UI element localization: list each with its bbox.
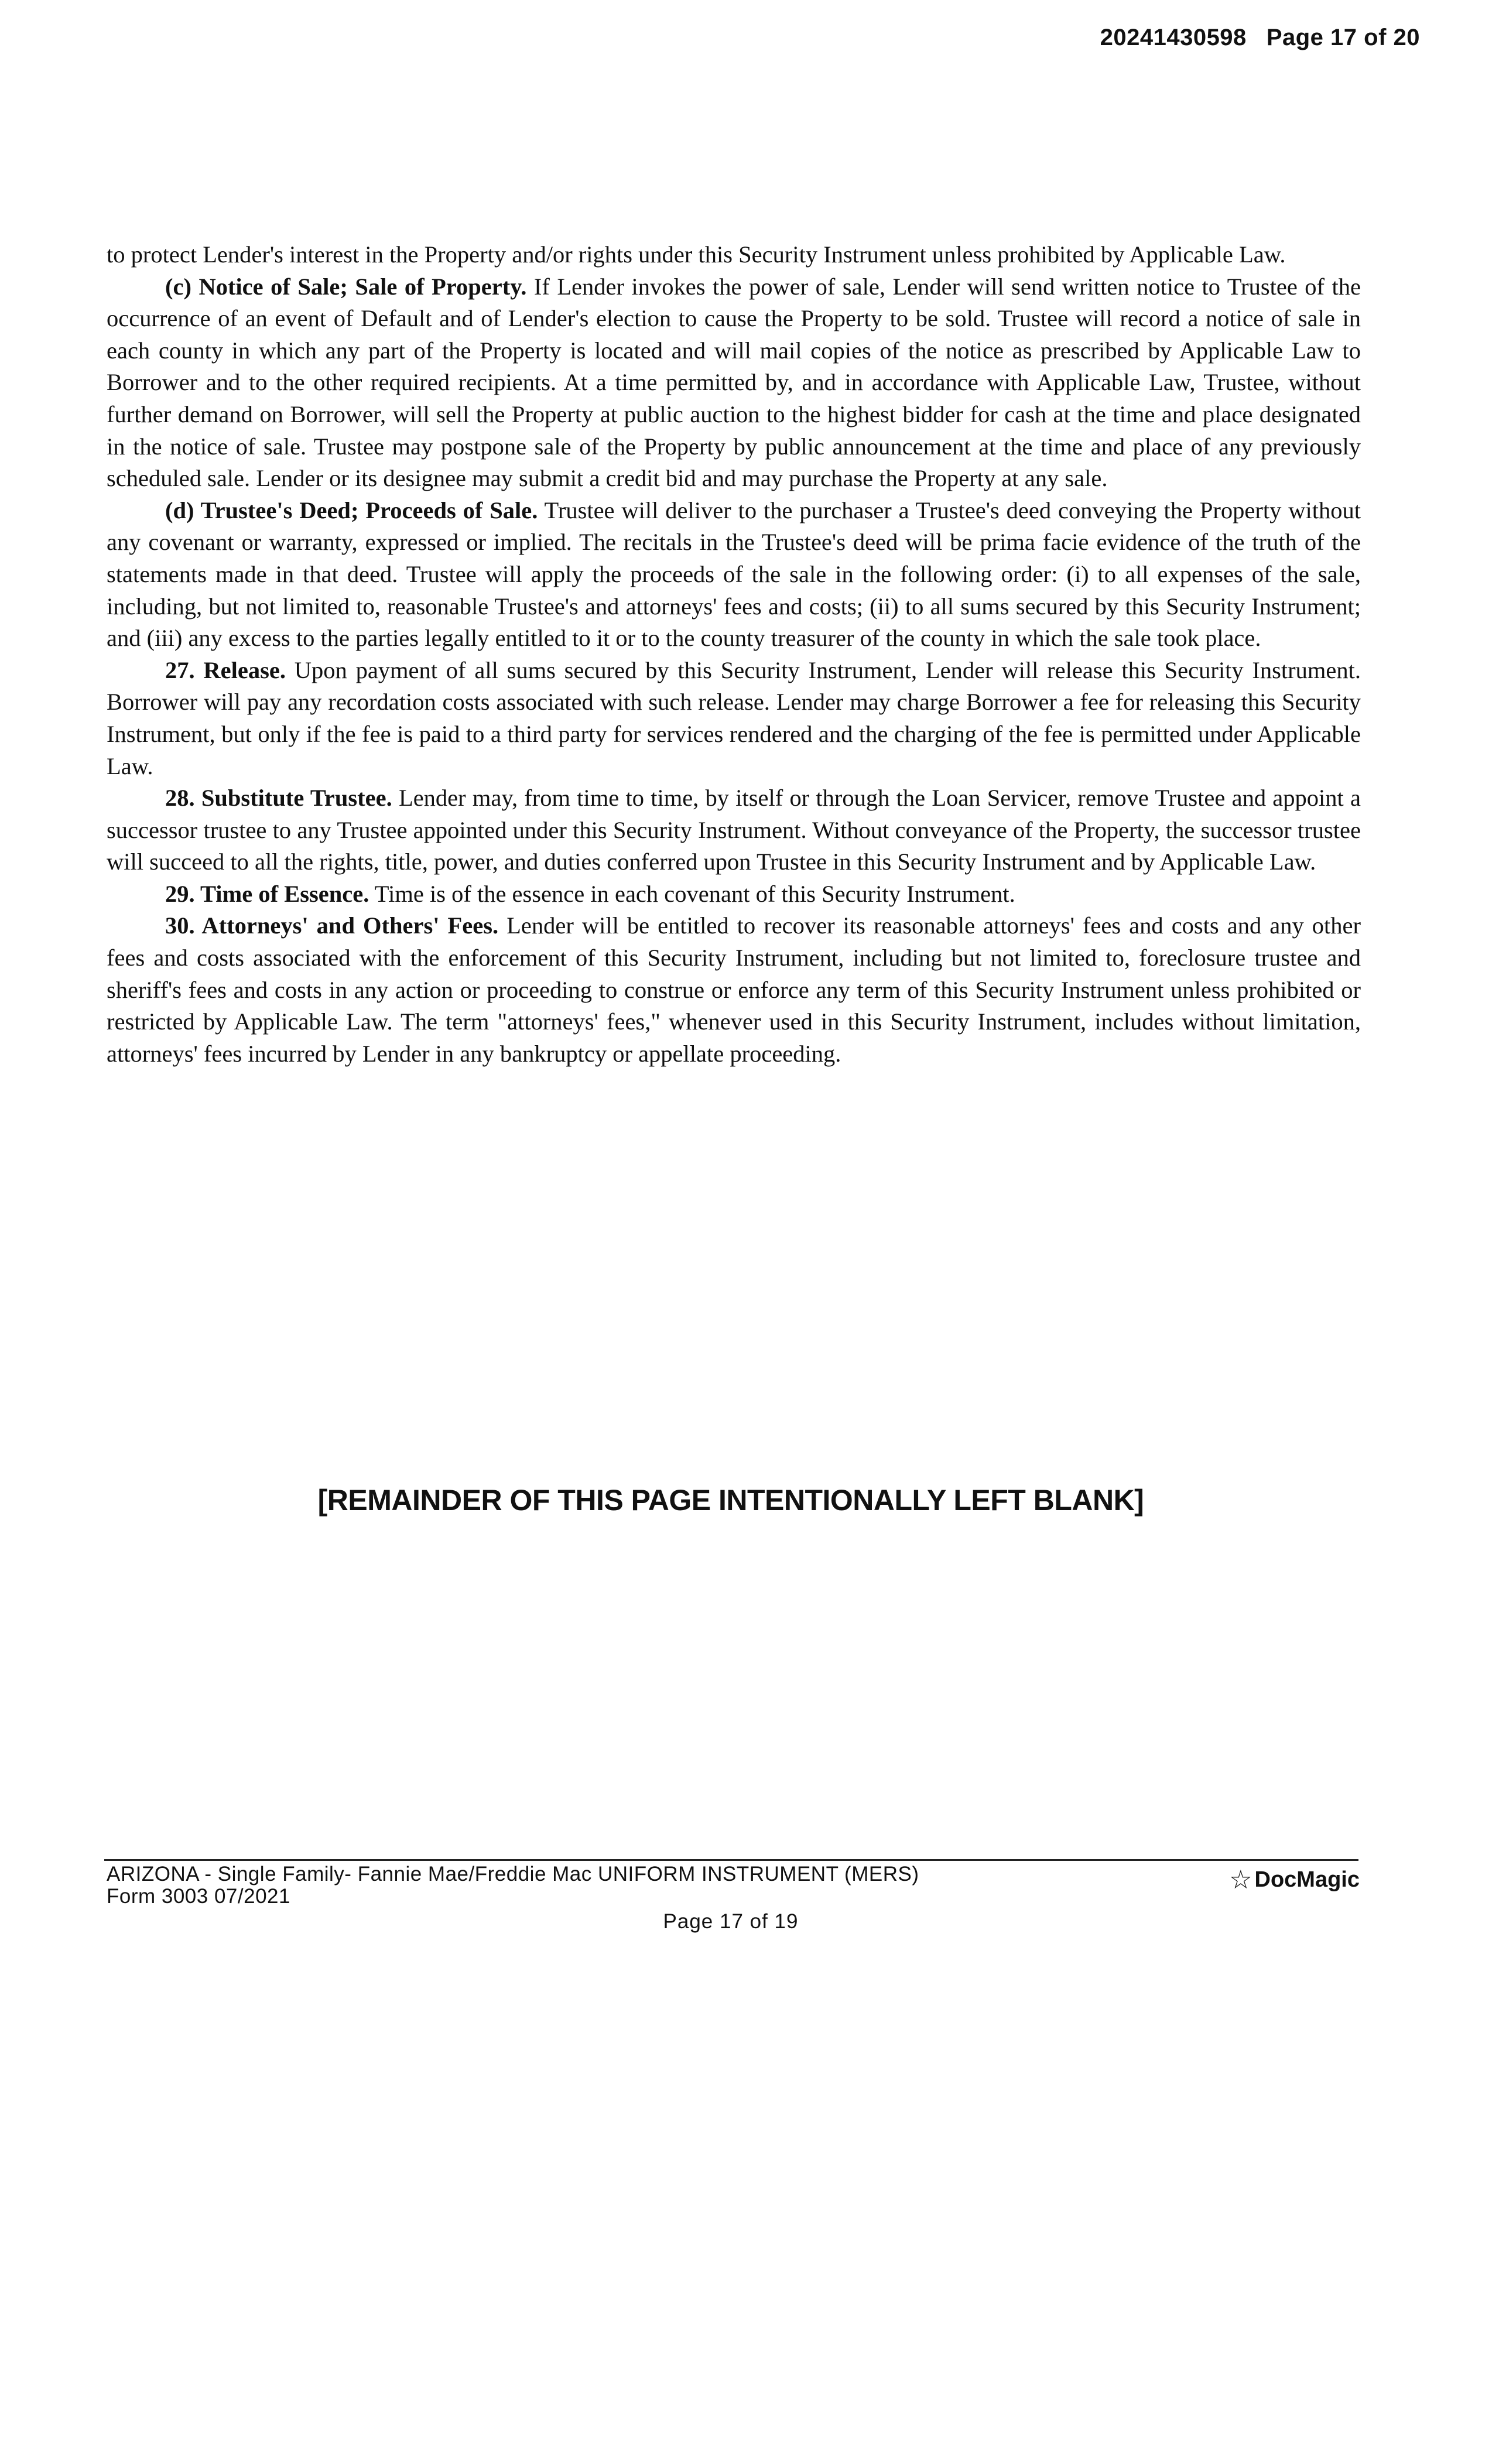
- paragraph-continuation: to protect Lender's interest in the Property and/or rights under this Security Instrument unless prohibited by Applicable Law.: [107, 241, 1286, 268]
- heading-attorneys-fees: 30. Attorneys' and Others' Fees.: [165, 912, 499, 939]
- text-release: Upon payment of all sums secured by this Security Instrument, Lender will release this Security Instrument. Borrower will pay any recordation costs associated with such release. Lender may charge Borrower a fee for releasing this Security Instrument, but only if the fee is paid to a third party for services rendered and the charging of the fee is permitted under Applicable Law.: [107, 656, 1361, 779]
- footer-form-title: ARIZONA - Single Family- Fannie Mae/Freddie Mac UNIFORM INSTRUMENT (MERS): [107, 1863, 919, 1885]
- recording-number: 20241430598: [1100, 25, 1247, 50]
- heading-release: 27. Release.: [165, 656, 286, 683]
- footer-divider: [104, 1859, 1358, 1861]
- brand-name: DocMagic: [1254, 1867, 1360, 1892]
- text-substitute-trustee: Lender may, from time to time, by itself or through the Loan Servicer, remove Trustee and appoint a successor trustee to any Trustee appointed under this Security Instrument. Without conveyance of the Property, the successor trustee will succeed to all the rights, title, power, and duties conferred upon Trustee in this Security Instrument and by Applicable Law.: [107, 785, 1361, 875]
- footer-form-number: Form 3003 07/2021: [107, 1885, 290, 1908]
- footer-page-number: Page 17 of 19: [663, 1910, 799, 1933]
- paragraph-attorneys-fees: [107, 910, 1361, 1070]
- paragraph-notice-of-sale: [107, 271, 1361, 495]
- heading-time-of-essence: 29. Time of Essence.: [165, 880, 369, 907]
- heading-trustees-deed: (d) Trustee's Deed; Proceeds of Sale.: [165, 497, 538, 523]
- paragraph-trustees-deed: [107, 495, 1361, 655]
- brand-logo: [1229, 1865, 1360, 1895]
- document-body: [107, 239, 1361, 1070]
- remainder-notice: [REMAINDER OF THIS PAGE INTENTIONALLY LEFT BLANK]: [317, 1484, 1144, 1517]
- heading-substitute-trustee: 28. Substitute Trustee.: [165, 785, 392, 812]
- star-outline-icon: ☆: [1229, 1866, 1252, 1894]
- text-trustees-deed: Trustee will deliver to the purchaser a Trustee's deed conveying the Property without any covenant or warranty, expressed or implied. The recitals in the Trustee's deed will be prima facie evidence of the truth of the statements made in that deed. Trustee will apply the proceeds of the sale in the following order: (i) to all expenses of the sale, including, but not limited to, reasonable Trustee's and attorneys' fees and costs; (ii) to all sums secured by this Security Instrument; and (iii) any excess to the parties legally entitled to it or to the county treasurer of the county in which the sale took place.: [107, 497, 1361, 652]
- recording-header: [1100, 25, 1420, 51]
- text-time-of-essence: Time is of the essence in each covenant of this Security Instrument.: [369, 880, 1015, 907]
- footer-form-info: [107, 1863, 919, 1908]
- heading-notice-of-sale: (c) Notice of Sale; Sale of Property.: [165, 273, 527, 300]
- text-attorneys-fees: Lender will be entitled to recover its reasonable attorneys' fees and costs and any other fees and costs associated with the enforcement of this Security Instrument, including but not limited to, foreclosure trustee and sheriff's fees and costs in any action or proceeding to construe or enforce any term of this Security Instrument unless prohibited or restricted by Applicable Law. The term "attorneys' fees," whenever used in this Security Instrument, includes without limitation, attorneys' fees incurred by Lender in any bankruptcy or appellate proceeding.: [107, 912, 1361, 1067]
- paragraph-substitute-trustee: [107, 782, 1361, 878]
- paragraph-release: [107, 655, 1361, 782]
- paragraph-time-of-essence: [107, 878, 1361, 911]
- text-notice-of-sale: If Lender invokes the power of sale, Lender will send written notice to Trustee of the occurrence of an event of Default and of Lender's election to cause the Property to be sold. Trustee will record a notice of sale in each county in which any part of the Property is located and will mail copies of the notice as prescribed by Applicable Law to Borrower and to the other required recipients. At a time permitted by, and in accordance with Applicable Law, Trustee, without further demand on Borrower, will sell the Property at public auction to the highest bidder for cash at the time and place designated in the notice of sale. Trustee may postpone sale of the Property by public announcement at the time and place of any previously scheduled sale. Lender or its designee may submit a credit bid and may purchase the Property at any sale.: [107, 273, 1361, 492]
- recording-page-indicator: Page 17 of 20: [1266, 25, 1420, 50]
